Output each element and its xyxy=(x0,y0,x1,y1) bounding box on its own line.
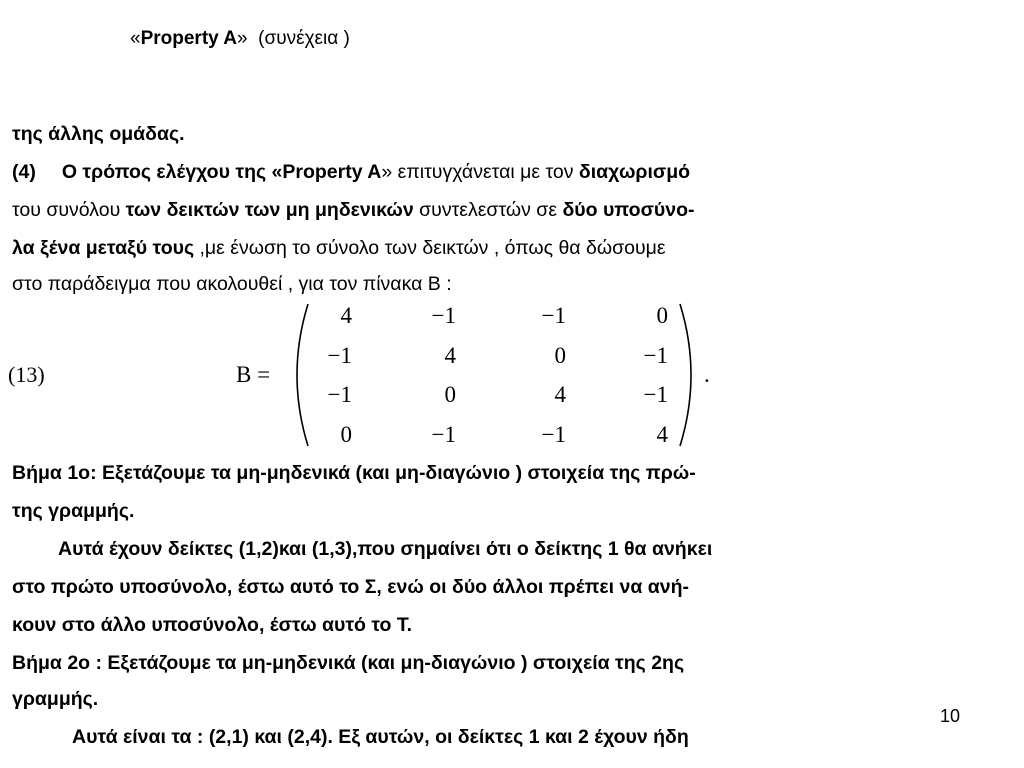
matrix-cell-r1-c2: −1 xyxy=(431,303,456,328)
matrix-cell-r4-c1: 0 xyxy=(340,422,352,447)
para2-l3b: ,με ένωση το σύνολο των δεικτών , όπως θα δώσουμε xyxy=(194,237,666,259)
para2-line4: στο παράδειγμα που ακολουθεί , για τον πίνακα Β : xyxy=(12,273,452,295)
matrix-cell-r2-c4: −1 xyxy=(643,343,668,368)
matrix-cell-r2-c1: −1 xyxy=(327,343,352,368)
para2-line3 xyxy=(12,236,666,260)
para2-l2a: του συνόλου xyxy=(12,199,126,221)
page-number: 10 xyxy=(940,706,961,726)
matrix-cell-r3-c4: −1 xyxy=(643,382,668,407)
matrix-cells xyxy=(328,303,669,447)
matrix-cell-r1-c3: −1 xyxy=(541,303,566,328)
para2-l2b: των δεικτών των μη μηδενικών xyxy=(125,199,414,221)
para2-l3a: λα ξένα μεταξύ τους xyxy=(12,237,195,259)
matrix-cell-r4-c2: −1 xyxy=(431,422,456,447)
step2-line1: Βήμα 2ο : Εξετάζουμε τα μη-μηδενικά (και μη-διαγώνιο ) στοιχεία της 2ης xyxy=(12,652,685,674)
para2-l1c: » επιτυγχάνεται με τον xyxy=(381,161,579,183)
step1-line1: Βήμα 1ο: Εξετάζουμε τα μη-μηδενικά (και μη-διαγώνιο ) στοιχεία της πρώ- xyxy=(12,462,696,484)
page-title xyxy=(130,28,350,50)
step1-line4: στο πρώτο υποσύνολο, έστω αυτό το Σ, ενώ οι δύο άλλοι πρέπει να ανή- xyxy=(12,576,689,598)
para2-l2d: δύο υποσύνο- xyxy=(562,199,695,221)
matrix-right-bracket xyxy=(680,304,691,446)
para2-line1 xyxy=(12,160,690,184)
matrix-cell-r2-c3: 0 xyxy=(554,343,566,368)
title-close-quote: » xyxy=(237,28,248,49)
equation-number: (13) xyxy=(8,362,45,387)
matrix-cell-r4-c3: −1 xyxy=(541,422,566,447)
matrix-svg xyxy=(236,296,716,454)
para2-number: (4) xyxy=(12,161,36,183)
matrix-cell-r1-c4: 0 xyxy=(656,303,668,328)
para2-line2 xyxy=(12,198,695,222)
matrix-lhs: B = xyxy=(236,362,271,387)
para1-line1: της άλλης ομάδας. xyxy=(12,123,185,145)
matrix-cell-r3-c1: −1 xyxy=(327,382,352,407)
title-property: Property A xyxy=(140,28,238,49)
para2-l1a: Ο τρόπος ελέγχου της « xyxy=(61,161,283,183)
title-continued: (συνέχεια ) xyxy=(258,28,350,49)
step1-line2: της γραμμής. xyxy=(12,500,135,522)
step1-line5: κουν στο άλλο υποσύνολο, έστω αυτό το Τ. xyxy=(12,614,413,636)
matrix-cell-r2-c2: 4 xyxy=(444,343,456,368)
step2-line2: γραμμής. xyxy=(12,688,99,710)
matrix-left-bracket xyxy=(297,304,308,446)
matrix-cell-r3-c3: 4 xyxy=(554,382,566,407)
matrix-cell-r1-c1: 4 xyxy=(340,303,352,328)
matrix-end-mark: . xyxy=(704,362,710,387)
matrix-equation xyxy=(236,296,716,454)
step1-line3: Αυτά έχουν δείκτες (1,2)και (1,3),που σημαίνει ότι ο δείκτης 1 θα ανήκει xyxy=(58,538,713,560)
title-open-quote: « xyxy=(130,28,141,49)
para2-l2c: συντελεστών σε xyxy=(413,199,563,221)
matrix-cell-r3-c2: 0 xyxy=(444,382,456,407)
matrix-cell-r4-c4: 4 xyxy=(656,422,668,447)
para2-l1b: Property A xyxy=(282,161,382,183)
step2-line3: Αυτά είναι τα : (2,1) και (2,4). Εξ αυτών, οι δείκτες 1 και 2 έχουν ήδη xyxy=(72,726,689,748)
para2-l1d: διαχωρισμό xyxy=(578,161,691,183)
